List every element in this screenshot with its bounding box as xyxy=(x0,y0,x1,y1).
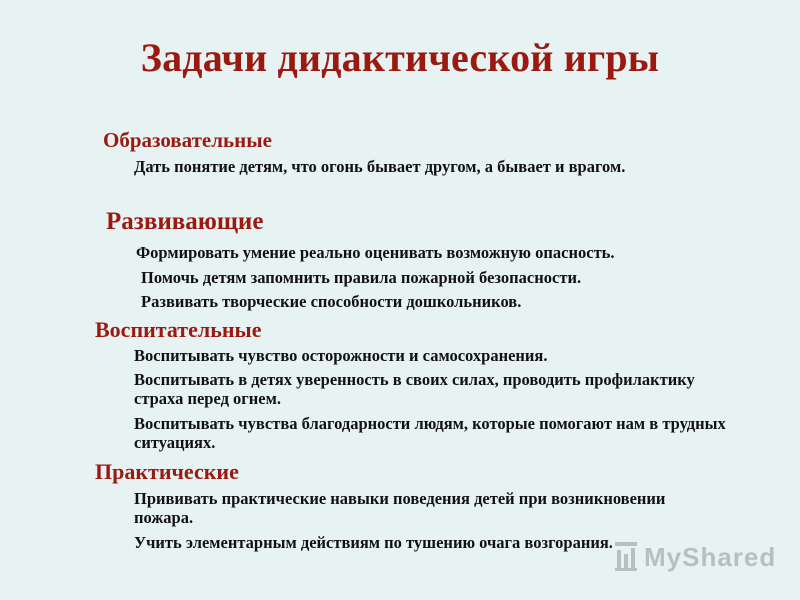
watermark xyxy=(612,536,777,576)
bar-chart-logo-icon xyxy=(612,538,642,574)
heading-developing: Развивающие xyxy=(106,208,264,235)
slide-title: Задачи дидактической игры xyxy=(140,35,660,80)
item-upbringing-3: Воспитывать чувства благодарности людям, которые помогают нам в трудных ситуациях. xyxy=(134,414,726,452)
item-developing-2: Помочь детям запомнить правила пожарной безопасности. xyxy=(141,268,582,287)
watermark-text: MyShared xyxy=(644,542,777,572)
item-practical-2: Учить элементарным действиям по тушению очага возгорания. xyxy=(134,533,613,552)
heading-educational: Образовательные xyxy=(103,128,272,152)
item-upbringing-1: Воспитывать чувство осторожности и самосохранения. xyxy=(134,346,548,365)
item-practical-1: Прививать практические навыки поведения детей при возникновении пожара. xyxy=(134,489,666,527)
heading-upbringing: Воспитательные xyxy=(95,317,262,342)
item-developing-1: Формировать умение реально оценивать возможную опасность. xyxy=(136,243,615,262)
item-developing-3: Развивать творческие способности дошкольников. xyxy=(141,292,522,311)
item-upbringing-2: Воспитывать в детях уверенность в своих силах, проводить профилактику страха перед огнем. xyxy=(134,370,695,408)
item-educational-1: Дать понятие детям, что огонь бывает другом, а бывает и врагом. xyxy=(134,157,626,176)
heading-practical: Практические xyxy=(95,459,239,484)
